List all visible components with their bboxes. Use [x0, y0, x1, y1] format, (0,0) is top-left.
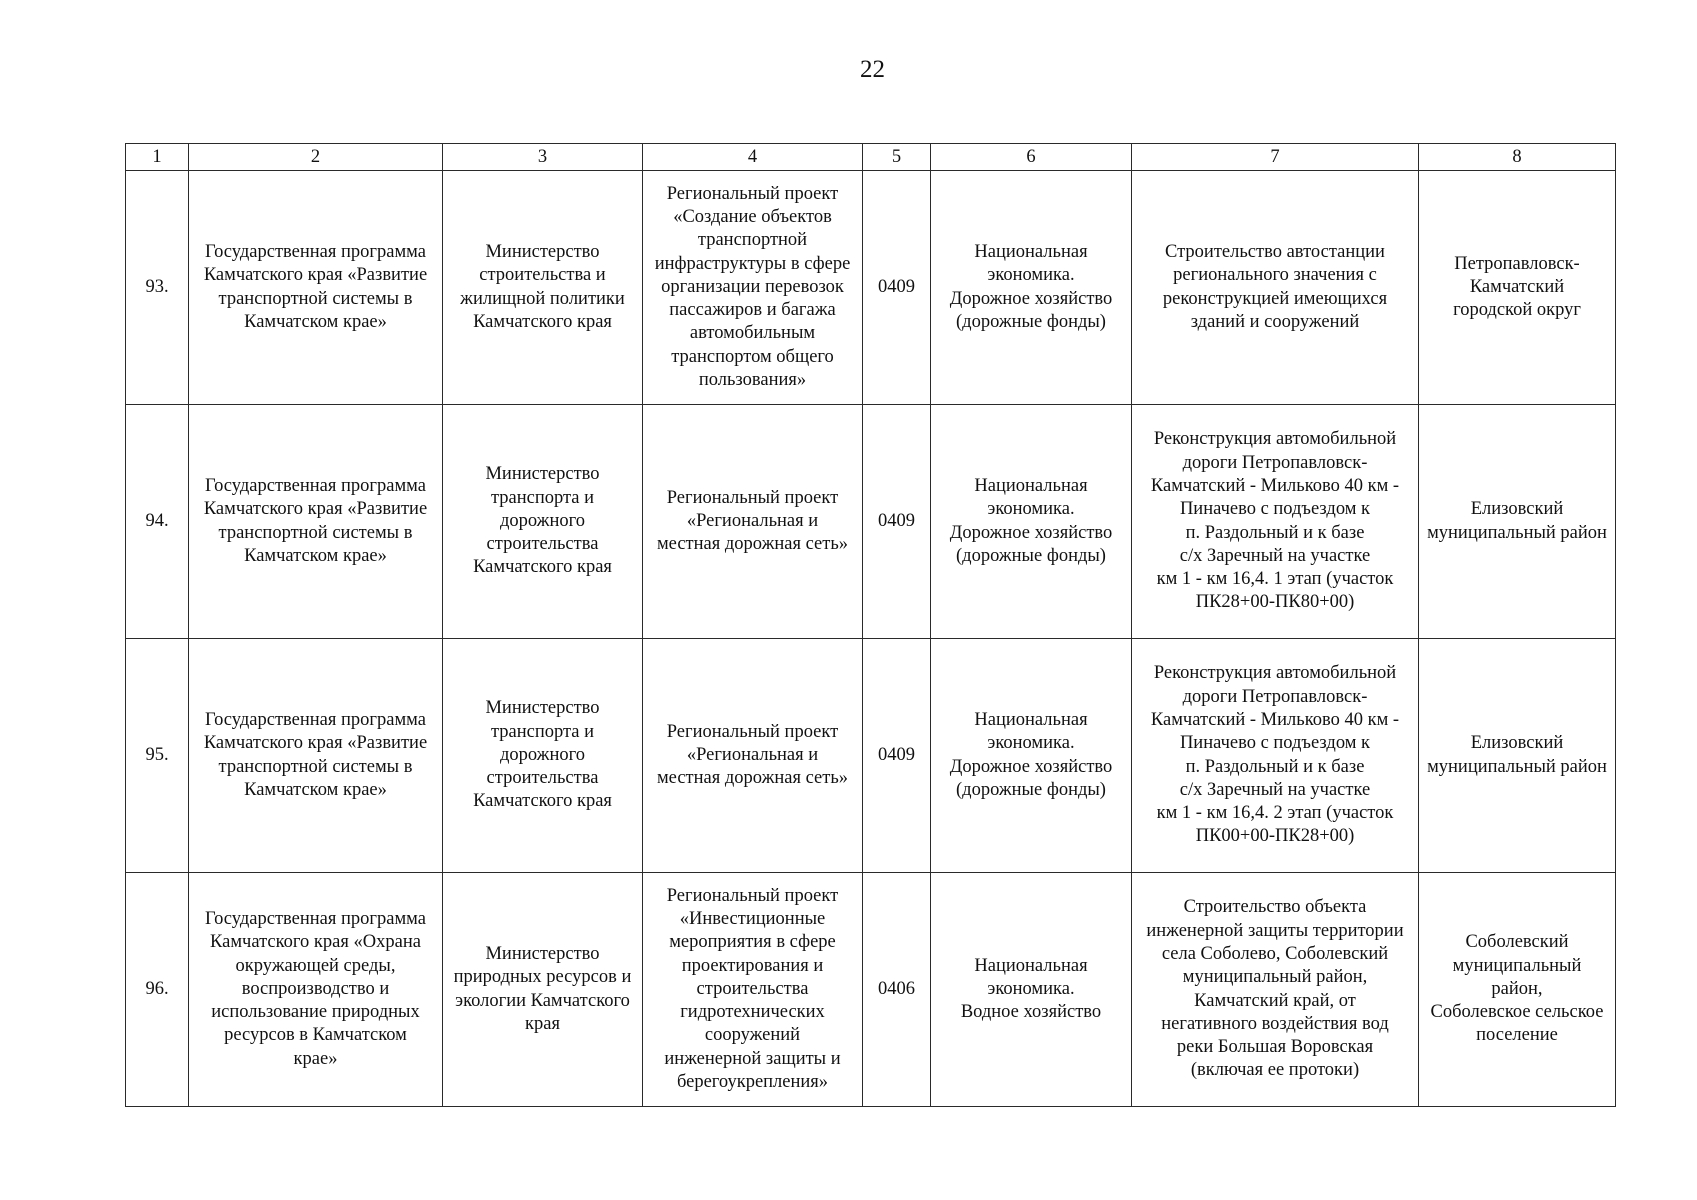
table-row: [126, 873, 1616, 1107]
column-header: 6: [931, 144, 1132, 171]
column-header: 7: [1132, 144, 1419, 171]
page-number: 22: [860, 56, 885, 83]
column-header: 4: [643, 144, 863, 171]
code-cell: 0409: [863, 171, 931, 405]
row-number-cell: 93.: [126, 171, 189, 405]
object-cell: Реконструкция автомобильной дороги Петропавловск- Камчатский - Мильково 40 км - Пиначево с подъездом к п. Раздольный и к базе с/х Заречный на участке км 1 - км 16,4. 1 этап (участок ПК28+00-ПК80+00): [1132, 405, 1419, 639]
program-cell: Государственная программа Камчатского края «Развитие транспортной системы в Камчатском крае»: [189, 171, 443, 405]
table-row: [126, 171, 1616, 405]
project-cell: Региональный проект «Региональная и местная дорожная сеть»: [643, 639, 863, 873]
code-cell: 0409: [863, 405, 931, 639]
program-cell: Государственная программа Камчатского края «Развитие транспортной системы в Камчатском крае»: [189, 405, 443, 639]
code-cell: 0406: [863, 873, 931, 1107]
row-number-cell: 96.: [126, 873, 189, 1107]
row-number-cell: 94.: [126, 405, 189, 639]
table-header-row: [126, 144, 1616, 171]
section-cell: Национальная экономика. Дорожное хозяйство (дорожные фонды): [931, 639, 1132, 873]
column-header: 8: [1419, 144, 1616, 171]
territory-cell: Елизовский муниципальный район: [1419, 639, 1616, 873]
program-cell: Государственная программа Камчатского края «Охрана окружающей среды, воспроизводство и использование природных ресурсов в Камчатском крае»: [189, 873, 443, 1107]
territory-cell: Елизовский муниципальный район: [1419, 405, 1616, 639]
object-cell: Реконструкция автомобильной дороги Петропавловск- Камчатский - Мильково 40 км - Пиначево с подъездом к п. Раздольный и к базе с/х Заречный на участке км 1 - км 16,4. 2 этап (участок ПК00+00-ПК28+00): [1132, 639, 1419, 873]
section-cell: Национальная экономика. Дорожное хозяйство (дорожные фонды): [931, 171, 1132, 405]
object-cell: Строительство объекта инженерной защиты территории села Соболево, Соболевский муниципальный район, Камчатский край, от негативного воздействия вод реки Большая Воровская (включая ее протоки): [1132, 873, 1419, 1107]
section-cell: Национальная экономика. Дорожное хозяйство (дорожные фонды): [931, 405, 1132, 639]
section-cell: Национальная экономика. Водное хозяйство: [931, 873, 1132, 1107]
table-row: [126, 405, 1616, 639]
territory-cell: Соболевский муниципальный район, Соболевское сельское поселение: [1419, 873, 1616, 1107]
code-cell: 0409: [863, 639, 931, 873]
column-header: 2: [189, 144, 443, 171]
column-header: 5: [863, 144, 931, 171]
column-header: 1: [126, 144, 189, 171]
row-number-cell: 95.: [126, 639, 189, 873]
project-cell: Региональный проект «Региональная и местная дорожная сеть»: [643, 405, 863, 639]
data-table: [125, 143, 1616, 1107]
project-cell: Региональный проект «Инвестиционные мероприятия в сфере проектирования и строительства гидротехнических сооружений инженерной защиты и берегоукрепления»: [643, 873, 863, 1107]
territory-cell: Петропавловск- Камчатский городской округ: [1419, 171, 1616, 405]
object-cell: Строительство автостанции регионального значения с реконструкцией имеющихся зданий и сооружений: [1132, 171, 1419, 405]
column-header: 3: [443, 144, 643, 171]
program-cell: Государственная программа Камчатского края «Развитие транспортной системы в Камчатском крае»: [189, 639, 443, 873]
ministry-cell: Министерство транспорта и дорожного строительства Камчатского края: [443, 405, 643, 639]
table-row: [126, 639, 1616, 873]
ministry-cell: Министерство строительства и жилищной политики Камчатского края: [443, 171, 643, 405]
ministry-cell: Министерство природных ресурсов и экологии Камчатского края: [443, 873, 643, 1107]
project-cell: Региональный проект «Создание объектов транспортной инфраструктуры в сфере организации перевозок пассажиров и багажа автомобильным транспортом общего пользования»: [643, 171, 863, 405]
ministry-cell: Министерство транспорта и дорожного строительства Камчатского края: [443, 639, 643, 873]
